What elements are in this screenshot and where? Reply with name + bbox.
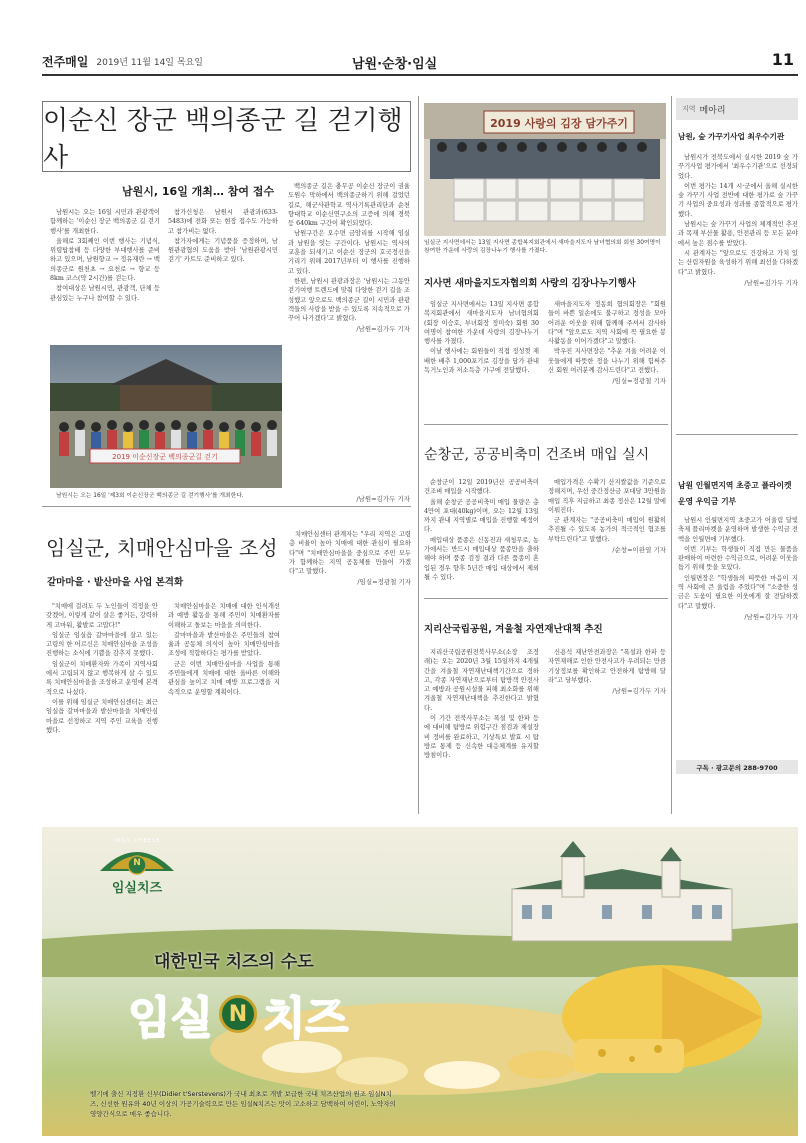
article2-para: 갈마마을과 밭산마을은 주민들의 참여율과 공동체 의식이 높아 치매안심마을 조성에 적합하다는 평가를 받았다. xyxy=(168,631,280,658)
article1-col2 xyxy=(168,208,278,338)
kimchi-photo-scene xyxy=(424,103,666,236)
sidebar-tag xyxy=(676,98,798,120)
page-number: 11 xyxy=(771,50,794,69)
masthead xyxy=(42,48,798,74)
article4-para: 매입대상 품종은 신동진과 새청무로, 농가에서는 반드시 매입대상 품종만을 출하해야 하며 품종 검정 결과 다른 품종이 혼입된 경우 향후 5년간 매입 대상에서 제외될 수 있다. xyxy=(424,536,539,581)
sidebar-item1-para: 남원시는 숲 가꾸기 사업의 체계적인 추진과 목재 부산물 활용, 안전관리 등 모든 분야에서 높은 점수를 받았다. xyxy=(678,221,798,247)
article3-para: 임실군 지사면에서는 13일 지사면 종합복지회관에서 새마을지도자 남녀협의회(회장 이승호, 부녀회장 정미숙) 회원 30여명이 참여한 가운데 사랑의 김장나누기 행사를 가졌다. xyxy=(424,301,539,346)
article1-byline: /남원=김가두 기자 xyxy=(356,325,410,334)
article1-para: 참가신청은 남원시 관광과(633-5483)에 전화 또는 현장 접수도 가능하고 참가비는 없다. xyxy=(168,209,278,235)
article1-para: 백의종군 길은 충무공 이순신 장군이 권율 도원수 막하에서 백의종군하기 위해 걸었던 길로, 해군사관학교 역사기록관리단과 순천향대학교 이순신연구소의 고증에 의해 경북 등 640km 구간이 확인되었다. xyxy=(288,183,410,228)
people-row xyxy=(430,139,660,179)
article2-byline: /임실=정광철 기자 xyxy=(357,578,411,587)
article2-para: 임실군 임실읍 갈마마을에 살고 있는 고령의 한 어르신은 치매안심마을 조성을 진행하는 소식에 기쁨을 감추지 못했다. xyxy=(46,631,158,658)
article4-byline: /순창=이완열 기자 xyxy=(612,546,666,555)
ad-description: 벨기에 출신 지정환 신부(Didier t'Serstevens)가 국내 최초로 개발 보급한 국내 치즈산업의 원조 임실N치즈, 신선한 원유와 40년 이상의 가공기술력으로 만든 임실N치즈는 맛이 고소하고 담백하여 어린이, 노약자의 영양간식으로 매우 좋습니다. xyxy=(90,1090,396,1118)
article2-para: 치매안심마을은 치매에 대한 인식개선과 예방 활동을 통해 주민이 치매환자를 이해하고 돌보는 마을을 의미한다. xyxy=(168,603,280,629)
article4-para: 군 관계자는 "공공비축미 매입이 원활히 추진될 수 있도록 농가의 적극적인 협조를 부탁드린다"고 말했다. xyxy=(548,517,666,543)
banner-text: 2019 사랑의 김장 담가주기 xyxy=(490,117,628,130)
article2-para: 임실군이 치매환자와 가족이 지역사회에서 고립되지 않고 행복하게 살 수 있도록 치매안심마을을 조성하고 운영에 본격적으로 나섰다. xyxy=(46,660,158,696)
sidebar-item2-para: 인월면장은 "학생들의 따뜻한 마음이 지역 사회에 큰 울림을 주었다"며 "소중한 성금은 도움이 필요한 이웃에게 잘 전달하겠다"고 말했다. xyxy=(678,574,798,610)
article2-para: 치매안심센터 관계자는 "우리 지역은 고령층 비율이 높아 치매에 대한 관심이 필요하다"며 "치매안심마을을 중심으로 주민 모두가 함께하는 지역 공동체를 만들어 가겠다"고 말했다. xyxy=(289,531,411,576)
article2-subhead: 갈마마을 · 밭산마을 사업 본격화 xyxy=(47,577,184,588)
article5-headline: 지리산국립공원, 겨울철 자연재난대책 추진 xyxy=(424,624,603,635)
article1-para: 올해로 3회째인 이번 행사는 기념식, 위령탑참배 등 다양한 부대행사를 준비하고 있으며, 남원향교 → 정유재란 → 백의종군로 원천초 → 요천로 → 향교 등 8km 코스(약 2시간)를 걷는다. xyxy=(50,237,160,283)
article1-headline: 이순신 장군 백의종군 길 걷기행사 xyxy=(43,105,403,173)
article4-para: 올해 순창군 공공비축미 매입 물량은 총 4만여 포대(40kg)이며, 오는 12월 13일까지 관내 지역별로 매입을 진행할 예정이다. xyxy=(424,498,539,534)
ad-big-title xyxy=(128,982,388,1046)
ad-small-logo-text: 임실치즈 xyxy=(111,881,163,896)
divider xyxy=(424,598,668,599)
article5-byline: /남원=김가두 기자 xyxy=(612,687,666,696)
issue-date: 2019년 11월 14일 목요일 xyxy=(96,57,203,68)
ad-title-right: 치즈 xyxy=(263,993,349,1044)
article5-col2 xyxy=(548,648,666,808)
article1-para: 참여대상은 남원시민, 관광객, 단체 등 관심있는 누구나 참여할 수 있다. xyxy=(50,285,160,302)
divider xyxy=(676,434,798,435)
article3-byline: /임실=정광철 기자 xyxy=(612,377,666,386)
sidebar-tag-title: 메아리 xyxy=(699,105,726,116)
article5-para: 신용석 재난안전과장은 "폭설과 한파 등 자연재해로 인한 안전사고가 우려되는 만큼 기상정보를 확인하고 안전하게 탐방해 달라"고 당부했다. xyxy=(548,649,666,684)
section-title: 남원·순창·임실 xyxy=(352,57,438,72)
subscription-text: 구독 · 광고문의 288-9700 xyxy=(696,763,778,772)
masthead-rule xyxy=(42,74,798,76)
article1-photo-caption: 남원시는 오는 16일 '제3회 이순신장군 백의종군 길 걷기행사'를 개최한다. xyxy=(56,493,244,499)
column-divider xyxy=(418,96,419,814)
sidebar-item2-para: 이번 기부는 학생들이 직접 만든 물품을 판매하여 마련한 수익금으로, 어려운 이웃을 돕기 위해 뜻을 모았다. xyxy=(678,545,798,572)
article2-para: "치매에 걸려도 두 노인들이 걱정을 안 갖겠어, 이렇게 같이 살은 좋거든, 강력하게 고마워, 활발로 고맙다!" xyxy=(46,603,158,629)
article4-para: 매입가격은 수확기 산지쌀값을 기준으로 정해지며, 우선 중간정산금 포대당 3만원을 매입 직후 지급하고 최종 정산은 12월 말에 이뤄진다. xyxy=(548,479,666,514)
article3-col1 xyxy=(424,300,539,412)
sidebar-item2-para: 남원시 인월면지역 초중고가 어울림 달빛축제 플리마켓을 운영하며 발생한 수익금 전액을 인월면에 기부했다. xyxy=(678,517,798,543)
article1-para: 남원시는 오는 16일 시민과 관광객이 함께하는 '이순신 장군 백의종군 길 걷기행사'를 개최한다. xyxy=(50,209,160,235)
article3-col2 xyxy=(548,300,666,412)
ad-small-logo-arc: IMSIL CHEESE xyxy=(113,838,161,844)
article3-photo-caption: 임실군 지사면에서는 13일 지사면 종합복지회관에서 새마을지도자 남녀협의회 회원 30여명이 참여한 가운데 사랑의 김장나누기 행사를 가졌다. xyxy=(424,240,661,254)
sidebar-item2-body xyxy=(678,516,798,752)
divider xyxy=(424,424,668,425)
sidebar-item1-para: 시 관계자는 "앞으로도 건강하고 가치 있는 산림자원을 육성하기 위해 최선을 다하겠다"고 밝혔다. xyxy=(678,249,798,276)
group-photo-scene xyxy=(50,345,282,488)
article1-col1 xyxy=(50,208,160,338)
article2-headline: 임실군, 치매안심마을 조성 xyxy=(46,536,278,560)
article3-para: 이날 행사에는 회원들이 직접 정성껏 재배한 배추 1,000포기로 김장을 담가 관내 독거노인과 저소득층 가구에 전달했다. xyxy=(424,348,539,375)
article1-col3 xyxy=(288,182,410,492)
ad-small-logo-badge: N xyxy=(133,858,141,868)
article4-headline: 순창군, 공공비축미 건조벼 매입 실시 xyxy=(424,447,650,463)
article3-para: 새마을지도자 정동희 협의회장은 "회원들이 바쁜 일손에도 불구하고 정성을 모아 어려운 이웃을 위해 함께해 주셔서 감사하다"며 "앞으로도 지역 사회에 꼭 필요한 봉사활동을 이어가겠다"고 말했다. xyxy=(548,301,666,346)
sidebar-tag-label: 지역 xyxy=(682,105,696,113)
article1-headline-box xyxy=(42,101,411,172)
article4-col1 xyxy=(424,478,539,586)
imsil-cheese-ad xyxy=(42,827,798,1136)
article2-para: 군은 이번 치매안심마을 사업을 통해 주민들에게 치매에 대한 올바른 이해와 관심을 높이고 치매 예방 프로그램을 지속적으로 운영할 계획이다. xyxy=(168,660,280,696)
article4-para: 순창군이 12일 2019년산 공공비축미 건조벼 매입을 시작했다. xyxy=(424,479,539,496)
article3-photo xyxy=(424,103,666,236)
article5-col1 xyxy=(424,648,539,808)
article1-bottom-byline: /남원=김가두 기자 xyxy=(356,495,410,503)
divider xyxy=(42,506,411,507)
ad-slogan: 대한민국 치즈의 수도 xyxy=(154,952,314,972)
ad-title-left: 임실 xyxy=(128,993,214,1044)
sidebar-item1-para: 이번 평가는 14개 시·군에서 올해 실시한 숲 가꾸기 사업 전반에 대한 평가로 숲 가꾸기 사업의 중요성과 성과를 종합적으로 평가했다. xyxy=(678,182,798,218)
sidebar-item1-headline: 남원, 숲 가꾸기사업 최우수기관 xyxy=(678,132,785,141)
article5-para: 이 기간 전북사무소는 폭설 및 한파 등에 대비해 탐방로 위험구간 점검과 제설장비 정비를 완료하고, 기상특보 발효 시 탐방로 통제 등 신속한 대응체계를 유지할 방침이다. xyxy=(424,715,539,760)
article1-subhead: 남원시, 16일 개최… 참여 접수 xyxy=(122,185,275,198)
sidebar-item1-body xyxy=(678,153,798,423)
ad-title-badge: N xyxy=(219,995,257,1033)
ad-small-logo xyxy=(82,837,192,903)
sidebar-item2-byline: /남원=김가두 기자 xyxy=(744,612,798,621)
article1-para: 한편, 남원시 관광과장은 '남원시는 그동안 걷기여행 트렌드에 맞춰 다양한 걷기 길을 조성했고 앞으로도 백의종군 길이 시민과 관광객들의 사랑을 받을 수 있도록 지속적으로 가꾸어 나가겠다'고 밝혔다. xyxy=(288,277,410,323)
article2-col1 xyxy=(46,602,158,804)
article3-para: 박우진 지사면장은 "추운 겨울 어려운 이웃들에게 따뜻한 정을 나누기 위해 힘써주신 회원 여러분께 감사드린다"고 전했다. xyxy=(548,348,666,375)
banner-text: 2019 이순신장군 백의종군길 걷기 xyxy=(112,453,218,461)
column-divider xyxy=(671,96,672,814)
newspaper-brand: 전주매일 xyxy=(42,54,89,69)
article4-col2 xyxy=(548,478,666,586)
castle-building xyxy=(512,841,732,941)
article1-para: 남원구간은 오수면 금암리를 시작해 임실과 남원을 잇는 구간이다. 남원시는 역사의 교훈을 되새기고 이순신 장군의 호국정신을 기리기 위해 2017년부터 이 행사를 진행하고 있다. xyxy=(288,230,410,275)
subscription-box xyxy=(676,760,798,774)
sidebar-item1-byline: /남원=김가두 기자 xyxy=(744,278,798,287)
sidebar-item1-para: 남원시가 전북도에서 실시한 2019 숲 가꾸기사업 평가에서 '최우수기관'으로 선정되었다. xyxy=(678,154,798,180)
article2-para: 이를 위해 임실군 치매안심센터는 최근 임실읍 갈마마을과 밭산마을을 치매안심마을로 선정하고 지역 주민 교육을 진행했다. xyxy=(46,698,158,734)
article2-col2 xyxy=(168,602,280,804)
article1-para: 참가자에게는 기념품을 증정하며, 남원관광협의 도움을 받아 '남원관광시민걷기' 카트도 준비하고 있다. xyxy=(168,237,278,264)
article3-headline: 지사면 새마을지도자협의회 사랑의 김장나누기행사 xyxy=(424,278,636,289)
article1-photo xyxy=(50,345,282,488)
article2-col3 xyxy=(289,530,411,812)
sidebar-item2-headline: 남원 인월면지역 초중고 플라이켓 운영 우익금 기부 xyxy=(678,481,792,506)
article5-para: 지리산국립공원전북사무소(소장 조정래)는 오는 2020년 3월 15일까지 4개월간을 겨울철 자연재난대책기간으로 정하고, 각종 자연재난으로부터 탐방객 안전사고 예방과 공원시설물 피해 최소화를 위해 겨울철 자연재난대책을 추진한다고 밝혔다. xyxy=(424,649,539,712)
